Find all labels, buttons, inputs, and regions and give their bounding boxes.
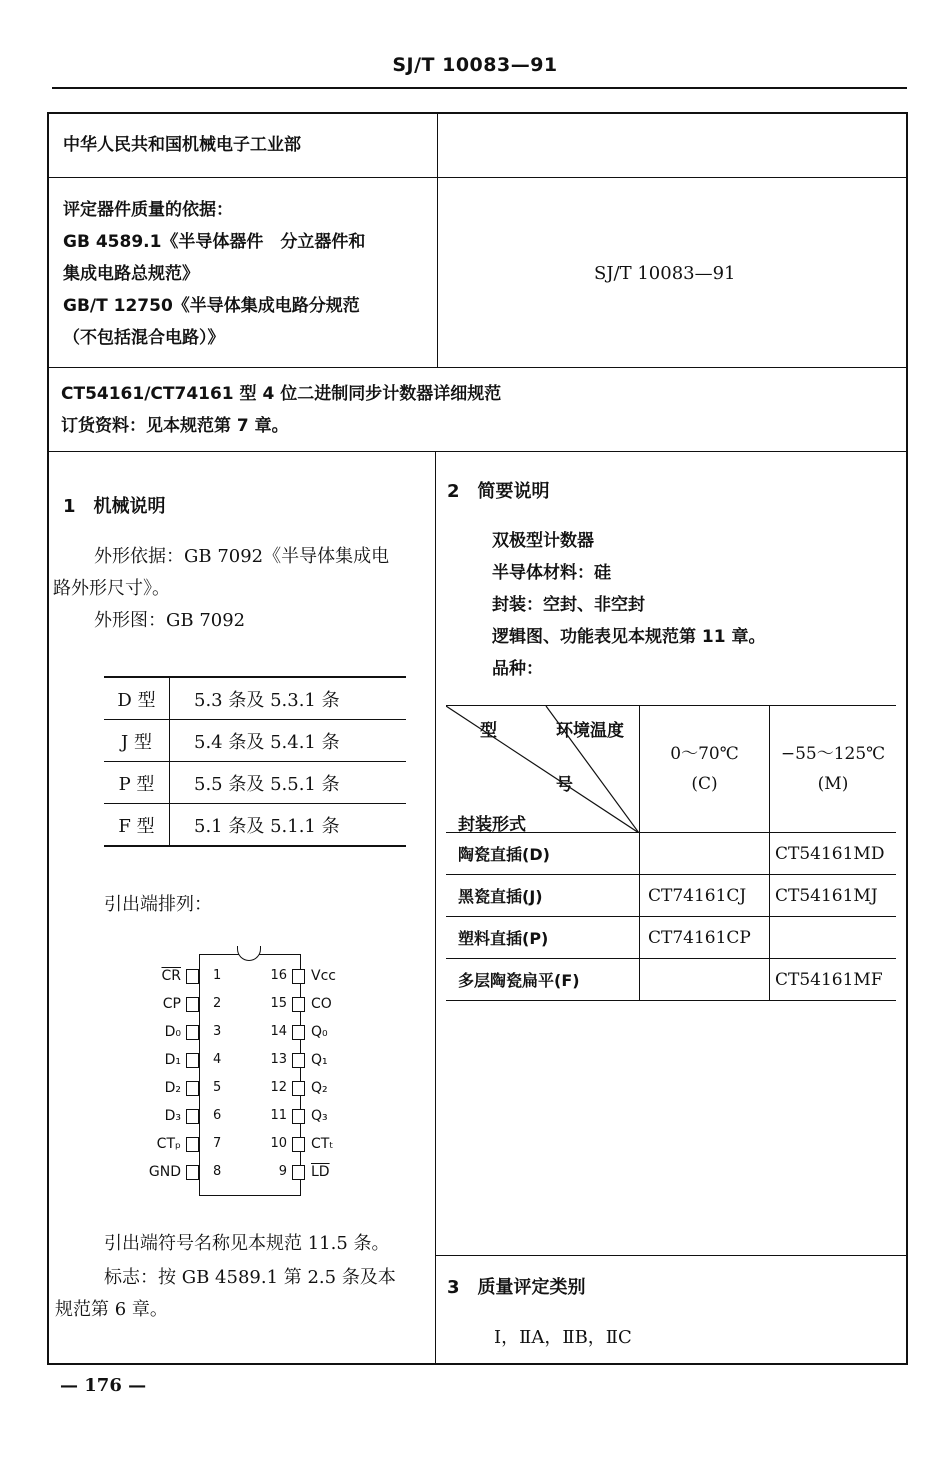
pin-box-left [186,969,199,984]
pin-label-left: D₃ [164,1108,181,1124]
pin-label-left: GND [148,1164,181,1180]
section3-divider [435,1255,906,1256]
brief-line-2: 半导体材料：硅 [492,563,611,583]
section1-heading: 1 机械说明 [63,496,166,517]
variant-m: CT54161MF [770,959,897,1001]
pin-note: 引出端符号名称见本规范 11.5 条。 [104,1233,390,1254]
row-divider-2 [49,367,906,368]
pin-number-right: 16 [270,968,287,983]
spec-title: CT54161/CT74161 型 4 位二进制同步计数器详细规范 [61,384,502,404]
variant-c: CT74161CJ [640,875,770,917]
outline-ref: 5.1 条及 5.1.1 条 [170,804,407,847]
outline-drawing: 外形图：GB 7092 [94,610,246,631]
header-code: SJ/T 10083—91 [392,54,558,76]
pin-number-right: 13 [270,1052,287,1067]
outline-table [104,676,406,847]
pin-number-left: 6 [213,1108,222,1123]
pin-box-left [186,1081,199,1096]
pin-box-right [292,1165,305,1180]
outline-row [104,677,406,720]
pin-label-right: Q₃ [311,1108,328,1124]
pin-box-right [292,1025,305,1040]
pin-number-left: 3 [213,1024,222,1039]
brief-line-4: 逻辑图、功能表见本规范第 11 章。 [492,627,766,647]
outline-type: P 型 [104,762,170,804]
variant-m: CT54161MJ [770,875,897,917]
variant-pkg: 多层陶瓷扁平(F) [446,959,640,1001]
variant-table [446,705,896,1001]
basis-line-5: （不包括混合电路）》 [63,328,225,348]
row-divider-1 [49,177,906,178]
col-c-range: 0～70℃ [670,744,739,764]
brief-line-5: 品种： [492,659,543,679]
pin-label-left: D₂ [164,1080,181,1096]
pin-label-left: CTₚ [156,1136,181,1152]
pin-number-right: 15 [270,996,287,1011]
col-header-m [770,706,897,833]
outline-type: D 型 [104,677,170,720]
section3-heading: 3 质量评定类别 [447,1277,586,1298]
ministry-name: 中华人民共和国机械电子工业部 [63,135,301,155]
pin-label-right: Q₂ [311,1080,328,1096]
pin-box-left [186,997,199,1012]
pin-box-right [292,1109,305,1124]
basis-line-2: GB 4589.1《半导体器件 分立器件和 [63,232,366,252]
variant-c: CT74161CP [640,917,770,959]
outline-ref: 5.4 条及 5.4.1 条 [170,720,407,762]
doc-number: SJ/T 10083—91 [594,263,736,284]
brief-line-1: 双极型计数器 [492,531,594,551]
pin-label-right: CTₜ [311,1136,334,1152]
outline-ref: 5.3 条及 5.3.1 条 [170,677,407,720]
variant-row [446,833,896,875]
page-number: — 176 — [60,1375,147,1396]
pin-label-right: Q₀ [311,1024,328,1040]
pin-number-right: 11 [270,1108,287,1123]
pin-box-left [186,1109,199,1124]
pin-label-left: D₁ [164,1052,181,1068]
pin-number-right: 14 [270,1024,287,1039]
outline-row [104,720,406,762]
pin-box-left [186,1025,199,1040]
pin-label-right: $\overline{LD}$ [311,1164,330,1180]
pin-number-right: 12 [270,1080,287,1095]
pin-label-left: D₀ [164,1024,181,1040]
top-divider [437,114,438,367]
lower-divider [435,451,436,1363]
basis-line-1: 评定器件质量的依据： [63,200,233,220]
outline-row [104,762,406,804]
variant-m: CT54161MD [770,833,897,875]
corner-temp: 环境温度 [556,721,624,741]
corner-xing: 型 [480,721,497,741]
variant-pkg: 塑料直插(P) [446,917,640,959]
header-rule [52,87,907,89]
basis-line-3: 集成电路总规范》 [63,264,199,284]
variant-c [640,959,770,1001]
variant-pkg: 陶瓷直插(D) [446,833,640,875]
row-divider-3 [49,451,906,452]
col-header-c [640,706,770,833]
pin-label-right: CO [311,996,332,1012]
ordering-info: 订货资料：见本规范第 7 章。 [61,416,289,436]
pin-label-left: CP [162,996,181,1012]
pin-number-left: 8 [213,1164,222,1179]
pin-box-right [292,1053,305,1068]
col-m-code: (M) [817,774,849,794]
pin-label-right: Vcc [311,968,336,984]
corner-pkg: 封装形式 [458,815,526,835]
pin-arrangement-title: 引出端排列： [104,894,212,915]
pin-number-right: 9 [278,1164,287,1179]
spec-frame [47,112,908,1365]
pin-box-right [292,1081,305,1096]
marking-note-2: 规范第 6 章。 [55,1299,168,1320]
variant-row [446,917,896,959]
pin-number-left: 1 [213,968,222,983]
col-c-code: (C) [691,774,718,794]
variant-c [640,833,770,875]
corner-hao: 号 [556,775,573,795]
pin-box-right [292,997,305,1012]
variant-row [446,875,896,917]
pin-box-left [186,1137,199,1152]
col-m-range: −55～125℃ [780,744,886,764]
outline-row [104,804,406,847]
pin-number-left: 2 [213,996,222,1011]
variant-header-row [446,706,896,833]
brief-line-3: 封装：空封、非空封 [492,595,645,615]
pin-box-left [186,1165,199,1180]
pin-box-right [292,969,305,984]
pin-box-right [292,1137,305,1152]
outline-type: F 型 [104,804,170,847]
section2-heading: 2 简要说明 [447,481,550,502]
basis-line-4: GB/T 12750《半导体集成电路分规范 [63,296,360,316]
marking-note-1: 标志：按 GB 4589.1 第 2.5 条及本 [104,1267,396,1288]
quality-categories: Ⅰ，ⅡA，ⅡB，ⅡC [494,1327,632,1348]
pin-number-left: 7 [213,1136,222,1151]
pin-box-left [186,1053,199,1068]
pin-number-right: 10 [270,1136,287,1151]
pin-label-right: Q₁ [311,1052,328,1068]
variant-pkg: 黑瓷直插(J) [446,875,640,917]
corner-cell [446,706,640,833]
ic-package-body [199,954,301,1196]
variant-m [770,917,897,959]
variant-row [446,959,896,1001]
pin-number-left: 5 [213,1080,222,1095]
outline-type: J 型 [104,720,170,762]
pin-number-left: 4 [213,1052,222,1067]
pin-label-left: $\overline{CR}$ [161,968,181,984]
outline-basis-2: 路外形尺寸》。 [53,578,170,599]
outline-basis-1: 外形依据：GB 7092《半导体集成电 [94,546,390,567]
outline-ref: 5.5 条及 5.5.1 条 [170,762,407,804]
